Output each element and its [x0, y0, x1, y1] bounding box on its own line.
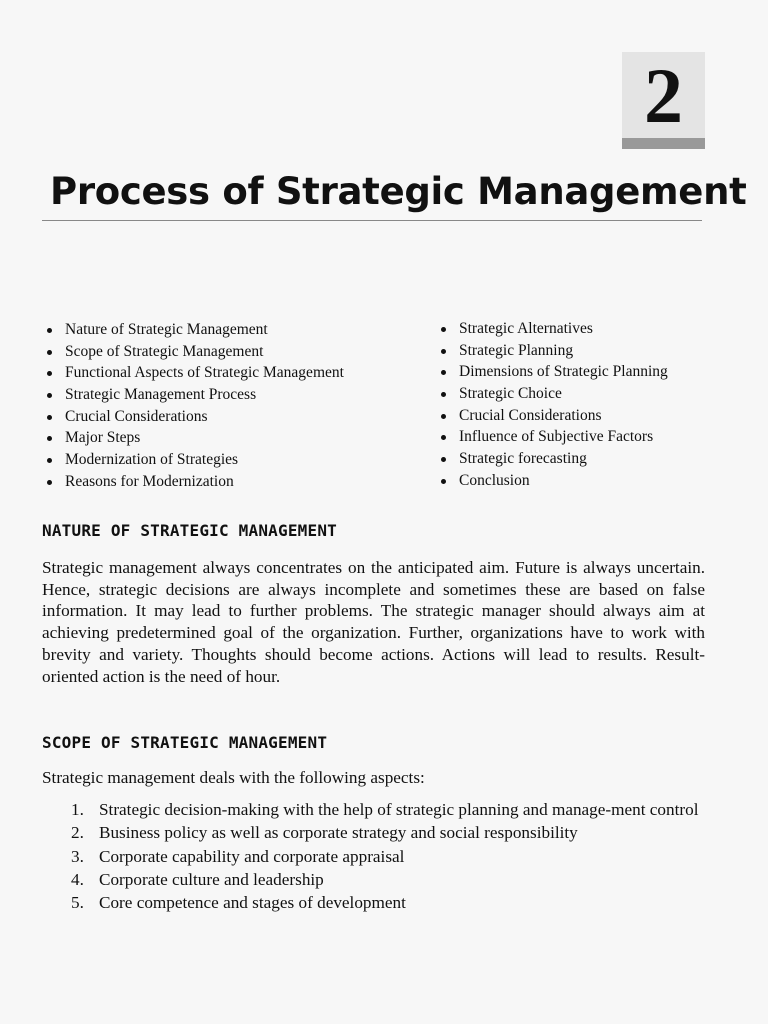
list-text: Business policy as well as corporate strategy and social responsibility	[99, 823, 578, 843]
list-text: Corporate culture and leadership	[99, 869, 324, 889]
list-item	[42, 869, 705, 891]
list-number: 2.	[71, 823, 84, 843]
outline-item: Strategic Planning	[438, 340, 668, 362]
outline-item: Reasons for Modernization	[44, 471, 344, 493]
chapter-number-box	[622, 52, 705, 149]
list-item	[42, 892, 705, 914]
list-item	[42, 799, 705, 821]
scope-intro: Strategic management deals with the following aspects:	[42, 768, 425, 787]
chapter-title: Process of Strategic Management	[50, 170, 747, 213]
list-number: 4.	[71, 869, 84, 889]
outline-item: Modernization of Strategies	[44, 449, 344, 471]
list-number: 1.	[71, 800, 84, 819]
outline-item: Strategic Alternatives	[438, 318, 668, 340]
title-divider	[42, 220, 702, 221]
outline-item: Scope of Strategic Management	[44, 341, 344, 363]
outline-item: Nature of Strategic Management	[44, 319, 344, 341]
chapter-outline-right	[438, 318, 668, 492]
outline-item: Strategic Choice	[438, 383, 668, 405]
outline-item: Strategic forecasting	[438, 448, 668, 470]
section-heading-nature: NATURE OF STRATEGIC MANAGEMENT	[42, 521, 337, 540]
scope-list	[42, 799, 705, 915]
list-number: 3.	[71, 846, 84, 866]
list-number: 5.	[71, 893, 84, 913]
outline-item: Conclusion	[438, 470, 668, 492]
list-text: Corporate capability and corporate appraisal	[99, 846, 405, 866]
outline-item: Strategic Management Process	[44, 384, 344, 406]
list-item	[42, 846, 705, 868]
outline-item: Functional Aspects of Strategic Management	[44, 362, 344, 384]
chapter-outline-left	[44, 319, 344, 493]
chapter-number: 2	[644, 52, 683, 139]
outline-item: Crucial Considerations	[438, 405, 668, 427]
list-text: Strategic decision-making with the help of strategic planning and manage-ment control	[99, 800, 699, 819]
nature-paragraph: Strategic management always concentrates on the anticipated aim. Future is always uncertain. Hence, strategic decisions are always incomplete and sometimes these are based on false information. It may lead to further problems. The strategic manager should always aim at achieving predetermined goal of the organization. Further, organizations have to work with brevity and variety. Thoughts should become actions. Actions will lead to results. Result-oriented action is the need of hour.	[42, 558, 705, 686]
outline-item: Major Steps	[44, 427, 344, 449]
list-text: Core competence and stages of development	[99, 893, 406, 913]
outline-item: Influence of Subjective Factors	[438, 426, 668, 448]
section-heading-scope: SCOPE OF STRATEGIC MANAGEMENT	[42, 733, 328, 752]
list-item	[42, 822, 705, 844]
outline-item: Crucial Considerations	[44, 406, 344, 428]
outline-item: Dimensions of Strategic Planning	[438, 361, 668, 383]
